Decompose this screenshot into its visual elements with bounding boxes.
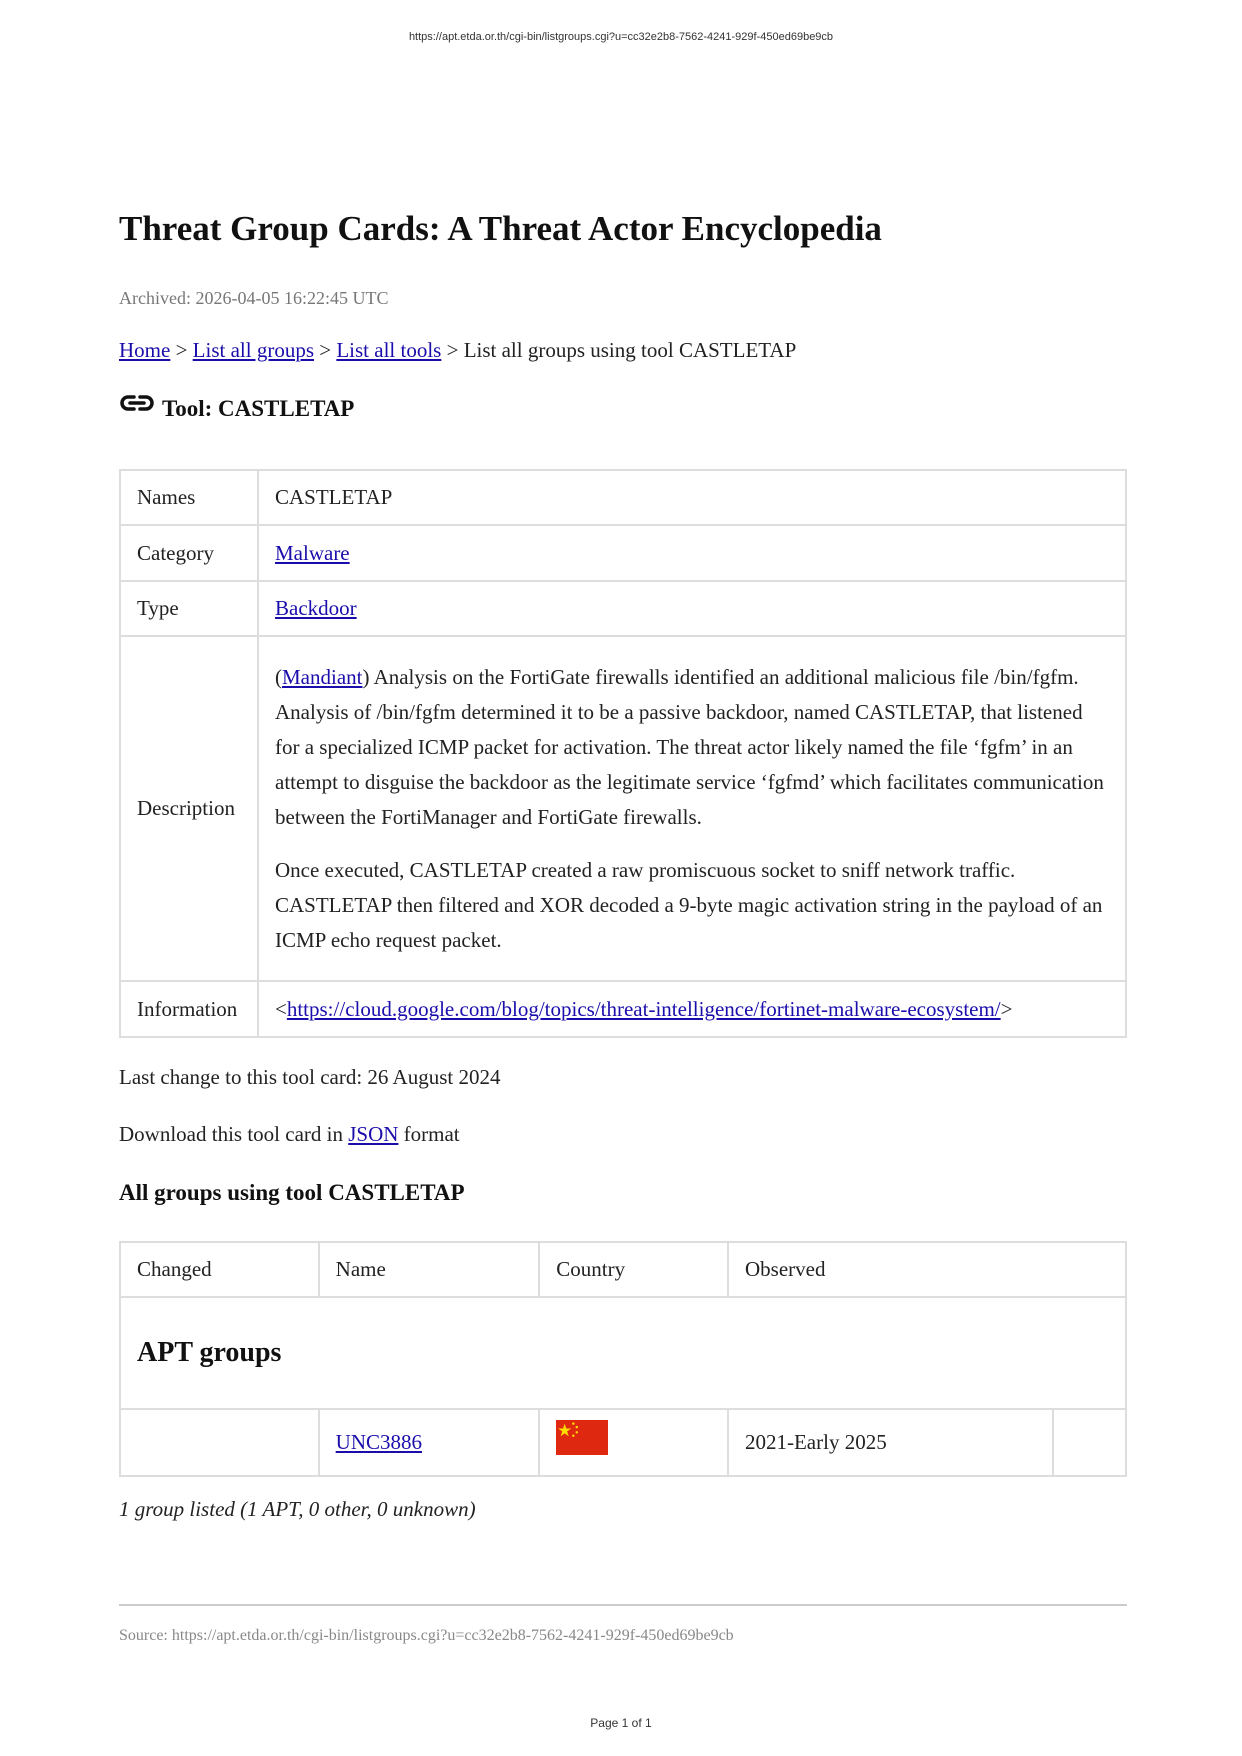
category-cell <box>258 525 1126 581</box>
download-text <box>119 1122 460 1147</box>
empty-cell <box>1053 1409 1126 1476</box>
category-link[interactable]: Malware <box>275 540 350 565</box>
group-link-unc3886[interactable]: UNC3886 <box>335 1430 423 1454</box>
source-url: Source: https://apt.etda.or.th/cgi-bin/listgroups.cgi?u=cc32e2b8-7562-4241-929f-450ed69be9cb <box>119 1627 734 1644</box>
breadcrumb-groups-link[interactable]: List all groups <box>192 338 314 362</box>
breadcrumb-current: List all groups using tool CASTLETAP <box>463 338 797 362</box>
column-header-country: Country <box>539 1242 728 1297</box>
column-header-observed: Observed <box>728 1242 1126 1297</box>
table-header-row <box>120 1242 1126 1297</box>
tool-info-table <box>119 469 1127 1038</box>
mandiant-link[interactable]: Mandiant <box>282 664 363 689</box>
category-label: Category <box>120 525 258 581</box>
name-cell <box>319 1409 540 1476</box>
type-link[interactable]: Backdoor <box>275 596 357 620</box>
description-text: ) Analysis on the FortiGate firewalls identified an additional malicious file /bin/fgfm. Analysis of /bin/fgfm determined it to be a passive backdoor, named CASTLETAP, that listened for a specialized ICMP packet for activation. The threat actor likely named the file ‘fgfm’ in an attempt to disguise the backdoor as the legitimate service ‘fgfmd’ which facilitates communication between the FortiManager and FortiGate firewalls. <box>275 664 1104 829</box>
description-paren: ( <box>275 664 282 689</box>
changed-cell <box>120 1409 319 1476</box>
names-label: Names <box>120 470 258 525</box>
breadcrumb-separator: > <box>170 338 193 362</box>
flag-china-icon <box>556 1420 608 1455</box>
information-link[interactable]: https://cloud.google.com/blog/topics/threat-intelligence/fortinet-malware-ecosystem/ <box>286 996 1001 1021</box>
group-count-summary: 1 group listed (1 APT, 0 other, 0 unknown) <box>119 1497 476 1521</box>
section-row <box>120 1297 1126 1409</box>
description-label: Description <box>120 636 258 981</box>
table-row <box>120 470 1126 525</box>
download-suffix: format <box>398 1122 460 1146</box>
table-row <box>120 1409 1126 1476</box>
observed-cell: 2021-Early 2025 <box>728 1409 1053 1476</box>
groups-heading: All groups using tool CASTLETAP <box>119 1180 465 1205</box>
type-label: Type <box>120 581 258 636</box>
column-header-name: Name <box>319 1242 540 1297</box>
table-row <box>120 636 1126 981</box>
info-bracket-close: > <box>1000 996 1013 1021</box>
information-label: Information <box>120 981 258 1037</box>
country-cell <box>539 1409 728 1476</box>
tool-heading-text: Tool: CASTLETAP <box>162 396 355 421</box>
download-prefix: Download this tool card in <box>119 1122 349 1146</box>
breadcrumb-separator: > <box>314 338 337 362</box>
column-header-changed: Changed <box>120 1242 319 1297</box>
breadcrumb-separator: > <box>441 338 464 362</box>
divider <box>119 1604 1127 1606</box>
breadcrumb <box>119 338 796 363</box>
names-value: CASTLETAP <box>258 470 1126 525</box>
information-cell <box>258 981 1126 1037</box>
tool-heading <box>119 396 354 422</box>
json-download-link[interactable]: JSON <box>348 1122 399 1146</box>
type-cell <box>258 581 1126 636</box>
groups-table <box>119 1241 1127 1477</box>
breadcrumb-tools-link[interactable]: List all tools <box>336 338 442 362</box>
last-change-text: Last change to this tool card: 26 August 2024 <box>119 1065 501 1089</box>
page-title: Threat Group Cards: A Threat Actor Encyclopedia <box>119 209 882 248</box>
info-bracket-open: < <box>275 996 287 1021</box>
link-icon <box>119 391 155 417</box>
archived-timestamp: Archived: 2026-04-05 16:22:45 UTC <box>119 288 389 308</box>
breadcrumb-home-link[interactable]: Home <box>119 338 171 362</box>
section-title-apt-groups: APT groups <box>120 1297 1126 1409</box>
print-header-url: https://apt.etda.or.th/cgi-bin/listgroups.cgi?u=cc32e2b8-7562-4241-929f-450ed69be9cb <box>408 31 834 43</box>
table-row <box>120 981 1126 1037</box>
description-paragraph <box>275 660 1109 835</box>
table-row <box>120 525 1126 581</box>
page-number: Page 1 of 1 <box>590 1716 652 1730</box>
table-row <box>120 581 1126 636</box>
description-paragraph: Once executed, CASTLETAP created a raw promiscuous socket to sniff network traffic. CASTLETAP then filtered and XOR decoded a 9-byte magic activation string in the payload of an ICMP echo request packet. <box>275 857 1103 952</box>
description-cell <box>258 636 1126 981</box>
